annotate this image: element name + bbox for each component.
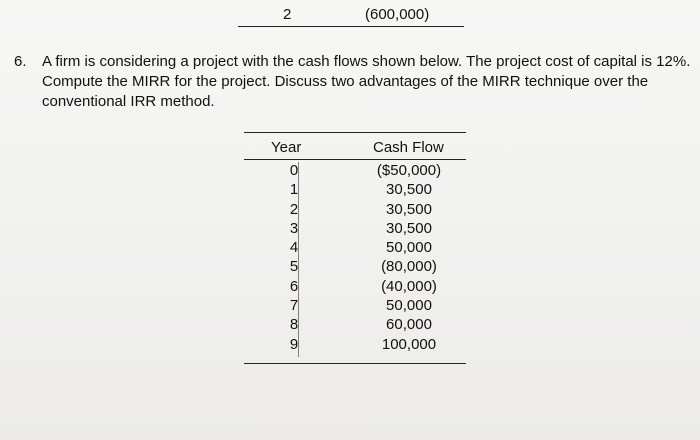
row-cash-flow: 30,500 bbox=[386, 200, 432, 218]
row-year: 2 bbox=[289, 200, 299, 218]
table-row bbox=[244, 297, 466, 316]
row-cash-flow: 50,000 bbox=[386, 297, 432, 315]
table-header bbox=[244, 139, 466, 160]
table-row bbox=[244, 316, 466, 335]
previous-table-row bbox=[238, 4, 464, 27]
row-year: 5 bbox=[289, 258, 299, 276]
question-number: 6. bbox=[14, 53, 27, 70]
table-row bbox=[244, 181, 466, 200]
row-year: 7 bbox=[289, 297, 299, 315]
previous-row-year: 2 bbox=[283, 6, 292, 23]
row-year: 9 bbox=[289, 335, 299, 353]
table-row bbox=[244, 258, 466, 277]
row-cash-flow: 50,000 bbox=[386, 239, 432, 257]
row-cash-flow: 60,000 bbox=[386, 316, 432, 334]
row-cash-flow: 30,500 bbox=[386, 181, 432, 199]
row-year: 8 bbox=[289, 316, 299, 334]
table-top-rule bbox=[244, 132, 466, 133]
row-cash-flow: (80,000) bbox=[381, 258, 437, 276]
table-row bbox=[244, 239, 466, 258]
row-year: 0 bbox=[289, 162, 299, 179]
row-cash-flow: ($50,000) bbox=[376, 162, 442, 179]
previous-row-cash-flow: (600,000) bbox=[365, 6, 430, 23]
table-row bbox=[244, 278, 466, 297]
row-year: 4 bbox=[289, 239, 299, 257]
row-cash-flow: 30,500 bbox=[386, 219, 432, 237]
year-header: Year bbox=[271, 139, 302, 156]
table-row bbox=[244, 336, 466, 355]
question-text: A firm is considering a project with the cash flows shown below. The project cost of capital is 12%. Compute the MIRR for the project. Discuss two advantages of the MIRR technique over the conventional IRR method. bbox=[42, 53, 691, 110]
row-year: 1 bbox=[289, 181, 299, 199]
table-row bbox=[244, 162, 466, 181]
row-year: 6 bbox=[289, 277, 299, 295]
table-row bbox=[244, 201, 466, 220]
table-bottom-rule bbox=[244, 363, 466, 364]
row-year: 3 bbox=[289, 219, 299, 237]
row-cash-flow: (40,000) bbox=[381, 277, 437, 295]
row-cash-flow: 100,000 bbox=[381, 335, 437, 353]
cash-flow-header: Cash Flow bbox=[373, 139, 444, 156]
table-body bbox=[244, 162, 466, 355]
table-row bbox=[244, 220, 466, 239]
